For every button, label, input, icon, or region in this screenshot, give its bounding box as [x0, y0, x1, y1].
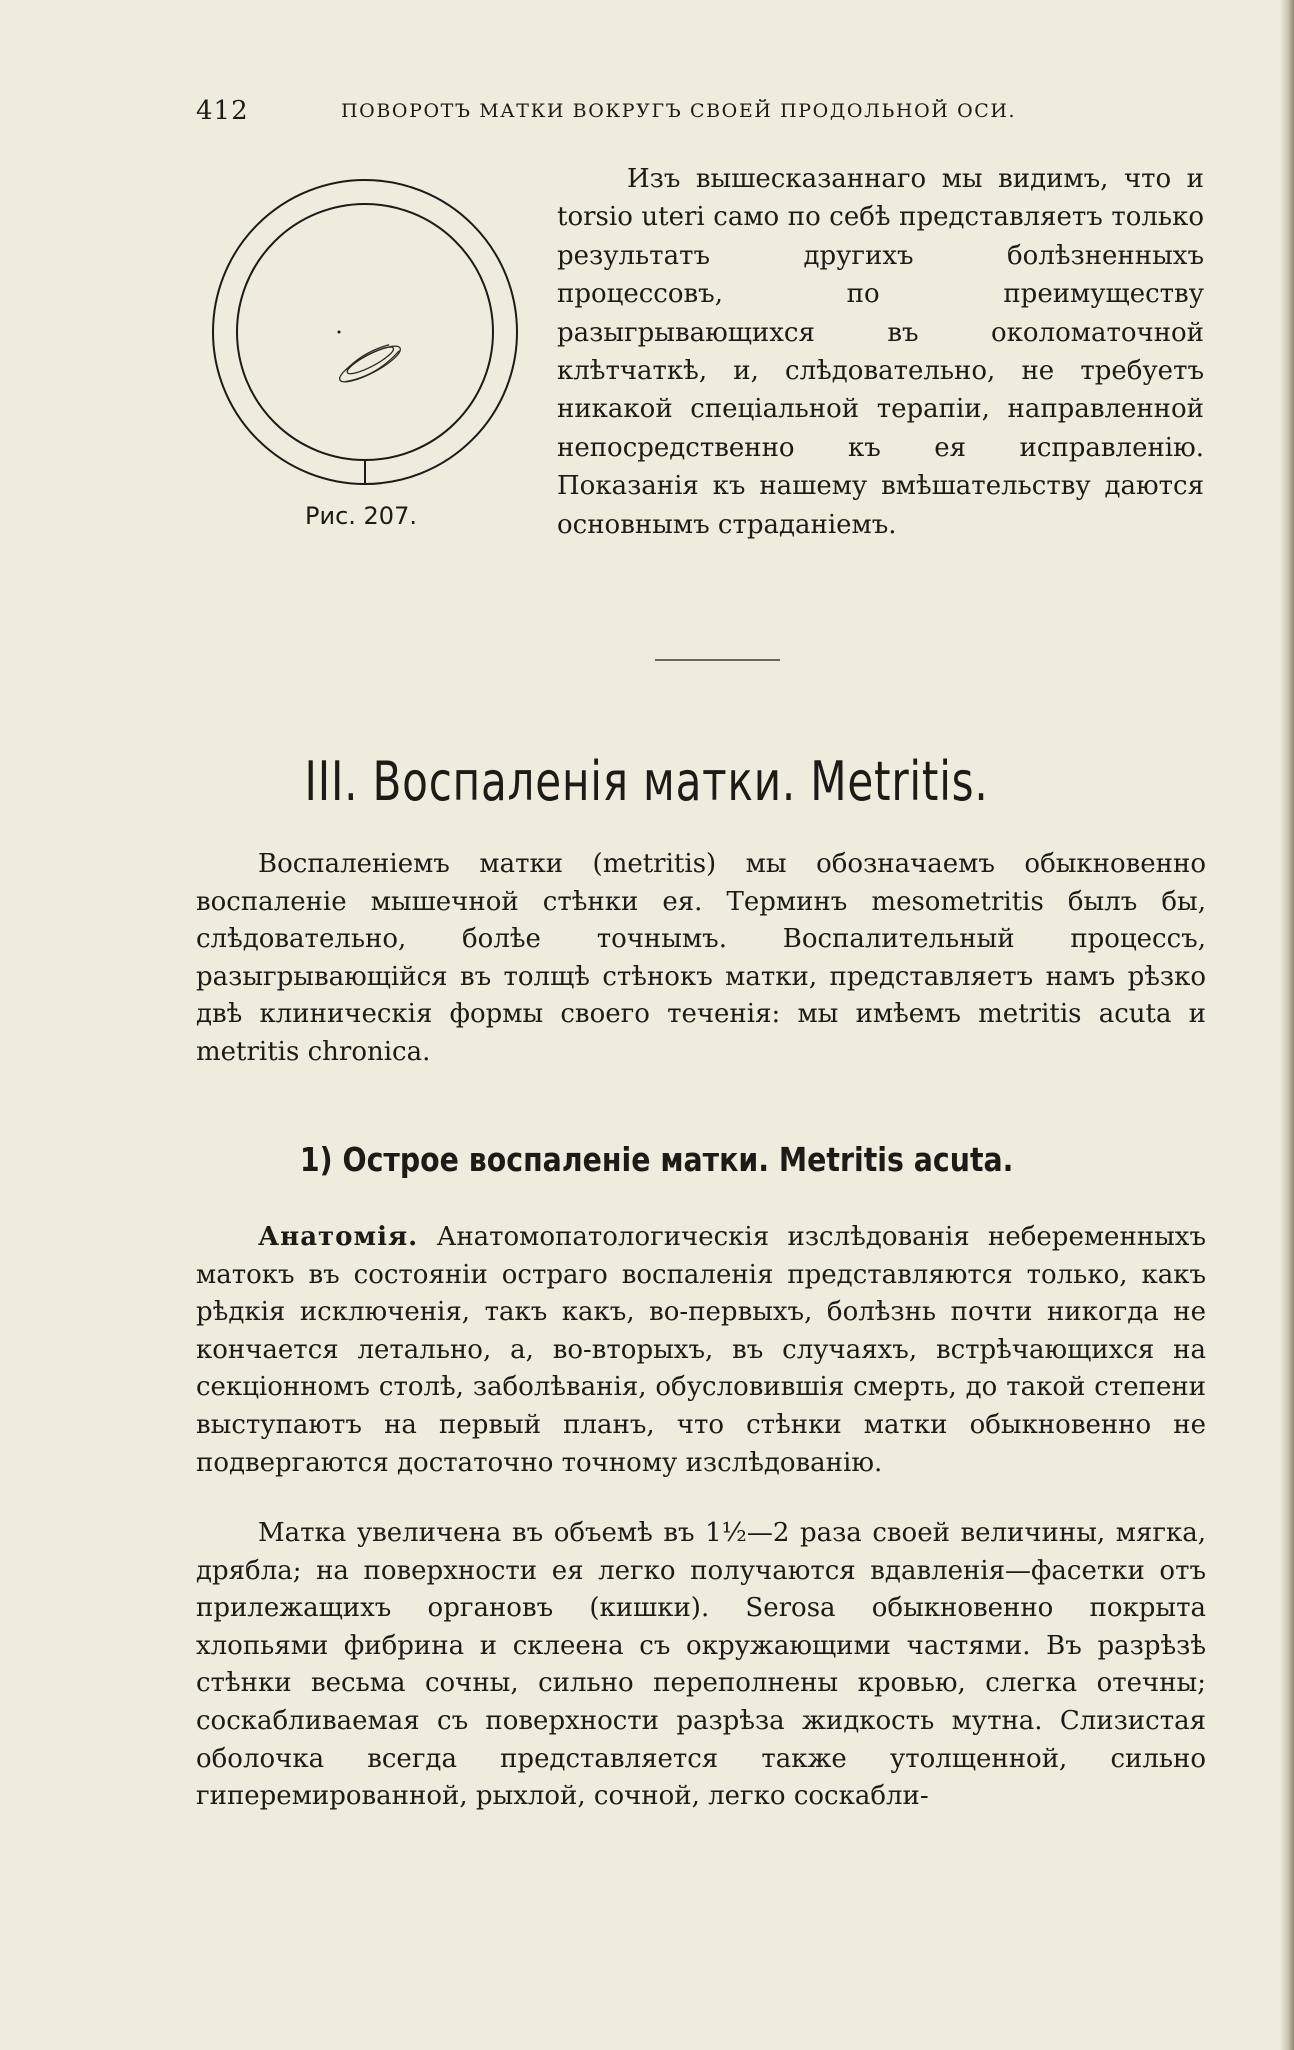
lead-word: Анатомія. [258, 1222, 419, 1252]
section-intro [196, 846, 1206, 1072]
section-paragraph: Воспаленіемъ матки (metritis) мы обозначаемъ обыкновенно воспаленіе мышечной стѣнки ея. Терминъ mesometritis былъ бы, слѣдовательно, болѣе точнымъ. Воспалительный процессъ, разыгрывающійся въ толщѣ стѣнокъ матки, представляетъ намъ рѣзко двѣ клиническія формы своего теченія: мы имѣемъ metritis acuta и metritis chronica. [196, 849, 1206, 1067]
section-divider [655, 659, 780, 661]
intro-paragraph: Изъ вышесказаннаго мы видимъ, что и torsio uteri само по себѣ представляетъ только результатъ другихъ болѣзненныхъ процессовъ, по преимуществу разыгрывающихся въ околоматочной клѣтчаткѣ, и, слѣдовательно, не требуетъ никакой спеціальной терапіи, направленной непосредственно къ ея исправленію. Показанія къ нашему вмѣшательству даются основнымъ страданіемъ. [557, 164, 1204, 540]
figure-207 [205, 168, 535, 558]
running-head: ПОВОРОТЪ МАТКИ ВОКРУГЪ СВОЕЙ ПРОДОЛЬНОЙ ОСИ. [341, 100, 1017, 122]
anatomy-text: Анатомопатологическія изслѣдованія небеременныхъ матокъ въ состояніи остраго воспаленія представляются только, какъ рѣдкія исключенія, такъ какъ, во-первыхъ, болѣзнь почти никогда не кончается летально, а, во-вторыхъ, въ случаяхъ, встрѣчающихся на секціонномъ столѣ, заболѣванія, обусловившія смерть, до такой степени выступаютъ на первый планъ, что стѣнки матки обыкновенно не подвергаются достаточно точному изслѣдованію. [196, 1222, 1206, 1478]
section-title: III. Воспаленія матки. Metritis. [304, 750, 989, 813]
figure-207-drawing [205, 168, 535, 498]
page-edge-shadow [1280, 0, 1294, 2050]
uterus-paragraph: Матка увеличена въ объемѣ въ 1½—2 раза своей величины, мягка, дрябла; на поверхности ея легко получаются вдавленія—фасетки отъ прилежащихъ органовъ (кишки). Serosa обыкновенно покрыта хлопьями фибрина и склеена съ окружающими частями. Въ разрѣзѣ стѣнки весьма сочны, сильно переполнены кровью, слегка отечны; соскабливаемая съ поверхности разрѣза жидкость мутна. Слизистая оболочка всегда представляется также утолщенной, сильно гиперемированной, рыхлой, сочной, легко соскабли- [196, 1518, 1206, 1812]
subsection-title: 1) Острое воспаленіе матки. Metritis acuta. [299, 1140, 1014, 1179]
uterus-block [196, 1515, 1206, 1816]
anatomy-block [196, 1219, 1206, 1482]
anatomy-paragraph [196, 1219, 1206, 1482]
figure-caption: Рис. 207. [305, 502, 417, 530]
page-number: 412 [196, 96, 249, 126]
intro-text [557, 160, 1204, 544]
